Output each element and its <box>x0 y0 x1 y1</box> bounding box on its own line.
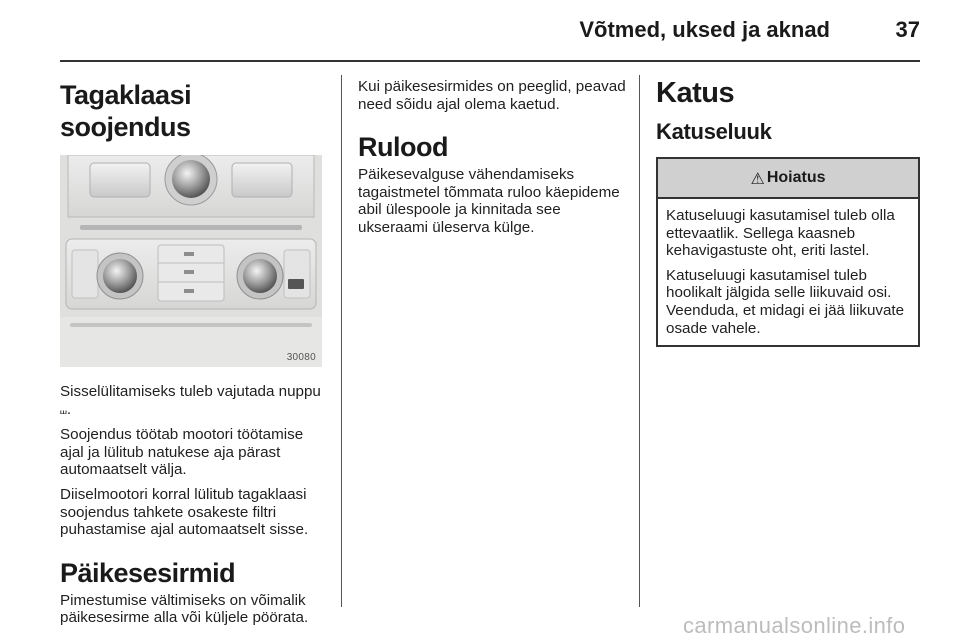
warning-paragraph: Katuseluugi kasutamisel tuleb hoolikalt jälgida selle liikuvaid osi. Veenduda, et midagi ei jää liikuvate osade vahele. <box>666 266 905 337</box>
warning-triangle-icon: ⚠ <box>750 168 765 188</box>
column-3 <box>656 75 920 347</box>
header-title: Võtmed, uksed ja aknad <box>579 17 830 42</box>
watermark: carmanualsonline.info <box>683 613 906 638</box>
paragraph-text: Sisselülitamiseks tuleb vajutada nuppu <box>60 383 321 400</box>
column-divider <box>639 75 640 607</box>
climate-panel-illustration <box>60 155 322 367</box>
figure-climate-control-panel <box>60 155 322 367</box>
warning-box <box>656 157 920 347</box>
warning-header <box>658 159 918 199</box>
warning-paragraph: Katuseluugi kasutamisel tuleb olla ettevaatlik. Sellega kaasneb kehavigastuste oht, eriti lastel. <box>666 207 895 260</box>
text-block <box>60 383 325 539</box>
warning-title: Hoiatus <box>766 169 826 186</box>
column-1 <box>60 75 325 627</box>
paragraph: Soojendus töötab mootori töötamise ajal ja lülitub natukese aja pärast automaatselt välja. <box>60 426 304 479</box>
section-heading-roof: Katus <box>656 77 735 109</box>
warning-body <box>658 199 918 345</box>
paragraph-text: . <box>66 400 72 418</box>
paragraph: Pimestumise vältimiseks on võimalik päikesesirme alla või küljele pöörata. <box>60 591 309 627</box>
paragraph: Diiselmootori korral lülitub tagaklaasi soojendus tahkete osakeste filtri puhastamise ajal automaatselt sisse. <box>60 485 309 539</box>
rear-defrost-icon: ⧢ <box>60 402 67 418</box>
page-number: 37 <box>895 17 920 42</box>
paragraph <box>60 383 325 419</box>
paragraph: Päikesevalguse vähendamiseks tagaistmetel tõmmata ruloo käepideme abil ülespoole ja kinnitada see ukseraami üleserva külge. <box>358 166 620 236</box>
figure-code: 30080 <box>286 352 316 363</box>
section-heading-rear-window-heating: Tagaklaasi soojendus <box>60 80 192 142</box>
paragraph: Kui päikesesirmides on peeglid, peavad need sõidu ajal olema kaetud. <box>358 78 626 113</box>
section-heading-sun-visors: Päikesesirmid <box>60 557 236 588</box>
column-divider <box>341 75 342 607</box>
section-heading-blinds: Rulood <box>358 132 448 163</box>
column-2 <box>358 75 626 237</box>
subheading-sunroof: Katuseluuk <box>656 119 772 144</box>
header-rule <box>60 60 920 62</box>
